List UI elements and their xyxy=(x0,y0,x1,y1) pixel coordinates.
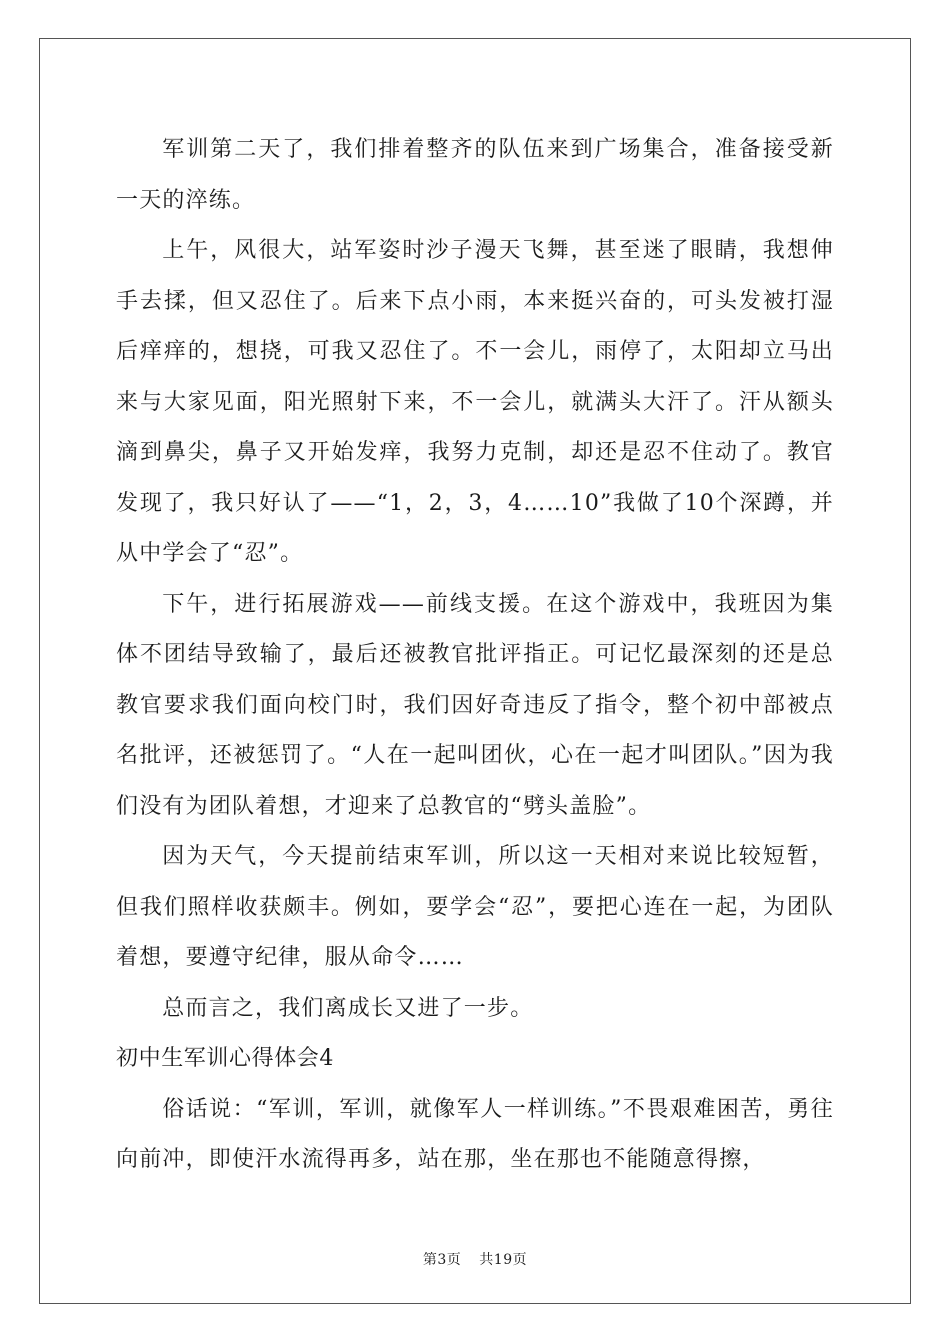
section-paragraph: 俗话说：“军训，军训，就像军人一样训练。”不畏艰难困苦，勇往向前冲，即使汗水流得再多，站在那，坐在那也不能随意得擦， xyxy=(116,1096,834,1172)
page-footer xyxy=(0,1249,950,1269)
document-body xyxy=(116,125,834,1186)
section-heading: 初中生军训心得体会4 xyxy=(116,1046,334,1071)
paragraph-2: 上午，风很大，站军姿时沙子漫天飞舞，甚至迷了眼睛，我想伸手去揉，但又忍住了。后来下点小雨，本来挺兴奋的，可头发被打湿后痒痒的，想挠，可我又忍住了。不一会儿，雨停了，太阳却立马出来与大家见面，阳光照射下来，不一会儿，就满头大汗了。汗从额头滴到鼻尖，鼻子又开始发痒，我努力克制，却还是忍不住动了。教官发现了，我只好认了——“1，2，3，4……10”我做了10个深蹲，并从中学会了“忍”。 xyxy=(116,238,834,566)
page-number: 第3页 xyxy=(422,1252,462,1268)
paragraph-4: 因为天气，今天提前结束军训，所以这一天相对来说比较短暂，但我们照样收获颇丰。例如，要学会“忍”，要把心连在一起，为团队着想，要遵守纪律，服从命令…… xyxy=(116,844,834,970)
paragraph-5: 总而言之，我们离成长又进了一步。 xyxy=(162,995,534,1021)
page-total: 共19页 xyxy=(479,1252,528,1268)
paragraph-1: 军训第二天了，我们排着整齐的队伍来到广场集合，准备接受新一天的淬练。 xyxy=(116,137,834,213)
paragraph-3: 下午，进行拓展游戏——前线支援。在这个游戏中，我班因为集体不团结导致输了，最后还被教官批评指正。可记忆最深刻的还是总教官要求我们面向校门时，我们因好奇违反了指令，整个初中部被点名批评，还被惩罚了。“人在一起叫团伙，心在一起才叫团队。”因为我们没有为团队着想，才迎来了总教官的“劈头盖脸”。 xyxy=(116,591,834,819)
